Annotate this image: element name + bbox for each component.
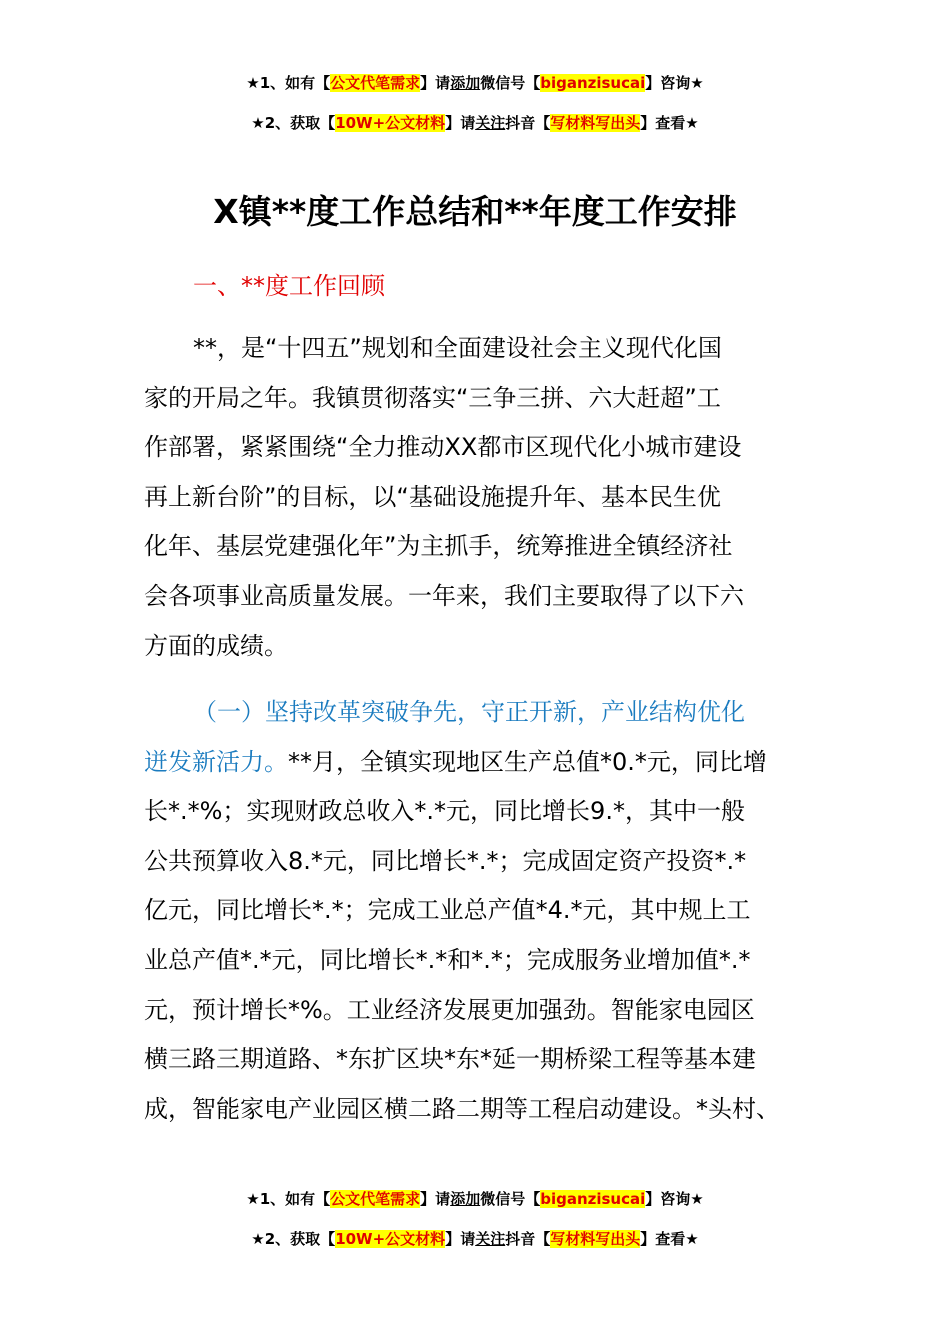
banner-underline: 添加 [450,74,481,92]
paragraph-line: 亿元，同比增长*.*；完成工业总产值*4.*元，其中规上工 [144,896,751,925]
banner-highlight-douyin-id: 写材料写出头 [550,114,641,132]
banner-highlight: 10W+公文材料 [335,1230,446,1248]
banner-text: 】咨询★ [645,74,704,92]
paragraph-text: **月，全镇实现地区生产总值*0.*元，同比增 [288,747,767,776]
banner-text: 微信号【 [480,1190,541,1208]
banner-text: 】请 [420,1190,451,1208]
banner-text: 】请 [420,74,451,92]
paragraph-line: 家的开局之年。我镇贯彻落实“三争三拼、六大赶超”工 [144,383,721,412]
subsection-heading-tail: 迸发新活力。 [144,747,288,776]
banner-text: 】请 [445,1230,476,1248]
paragraph-line: 再上新台阶”的目标，以“基础设施提升年、基本民生优 [144,482,721,511]
paragraph-line: 横三路三期道路、*东扩区块*东*延一期桥梁工程等基本建 [144,1045,756,1074]
paragraph-intro [144,324,824,671]
paragraph-line: 业总产值*.*元，同比增长*.*和*.*；完成服务业增加值*.* [144,945,751,974]
header-banner-line-1 [0,72,950,93]
paragraph-line: 方面的成绩。 [144,631,288,660]
banner-highlight: 10W+公文材料 [335,114,446,132]
banner-text: 抖音【 [505,1230,551,1248]
banner-text: 】查看★ [640,1230,699,1248]
document-title: X镇**度工作总结和**年度工作安排 [213,192,737,231]
banner-text: 】查看★ [640,114,699,132]
paragraph-section-one [144,688,824,1134]
header-banner-line-2 [0,112,950,133]
paragraph-line: 元，预计增长*%。工业经济发展更加强劲。智能家电园区 [144,995,755,1024]
banner-highlight-wechat-id: biganzisucai [540,74,646,92]
banner-underline: 关注 [475,1230,506,1248]
paragraph-line [144,738,824,788]
banner-text: ★1、如有【 [246,74,331,92]
paragraph-line: 长*.*%；实现财政总收入*.*元，同比增长9.*，其中一般 [144,797,745,826]
banner-text: ★1、如有【 [246,1190,331,1208]
banner-text: 】请 [445,114,476,132]
paragraph-line: 成，智能家电产业园区横二路二期等工程启动建设。*头村、 [144,1094,780,1123]
banner-underline: 添加 [450,1190,481,1208]
banner-text: 抖音【 [505,114,551,132]
footer-banner-line-2 [0,1228,950,1249]
paragraph-line: 公共预算收入8.*元，同比增长*.*；完成固定资产投资*.* [144,846,747,875]
paragraph-line: **，是“十四五”规划和全面建设社会主义现代化国 [193,334,722,362]
subsection-heading: （一）坚持改革突破争先，守正开新，产业结构优化 [193,698,745,726]
footer-banner-line-1 [0,1188,950,1209]
banner-highlight-wechat-id: biganzisucai [540,1190,646,1208]
banner-text: ★2、获取【 [251,1230,336,1248]
banner-highlight: 公文代笔需求 [330,74,421,92]
banner-underline: 关注 [475,114,506,132]
banner-highlight: 公文代笔需求 [330,1190,421,1208]
banner-text: 微信号【 [480,74,541,92]
paragraph-line: 作部署，紧紧围绕“全力推动XX都市区现代化小城市建设 [144,433,742,462]
paragraph-line: 化年、基层党建强化年”为主抓手，统筹推进全镇经济社 [144,532,733,561]
paragraph-line: 会各项事业高质量发展。一年来，我们主要取得了以下六 [144,581,744,610]
banner-text: 】咨询★ [645,1190,704,1208]
banner-text: ★2、获取【 [251,114,336,132]
section-heading: 一、**度工作回顾 [193,272,385,300]
banner-highlight-douyin-id: 写材料写出头 [550,1230,641,1248]
